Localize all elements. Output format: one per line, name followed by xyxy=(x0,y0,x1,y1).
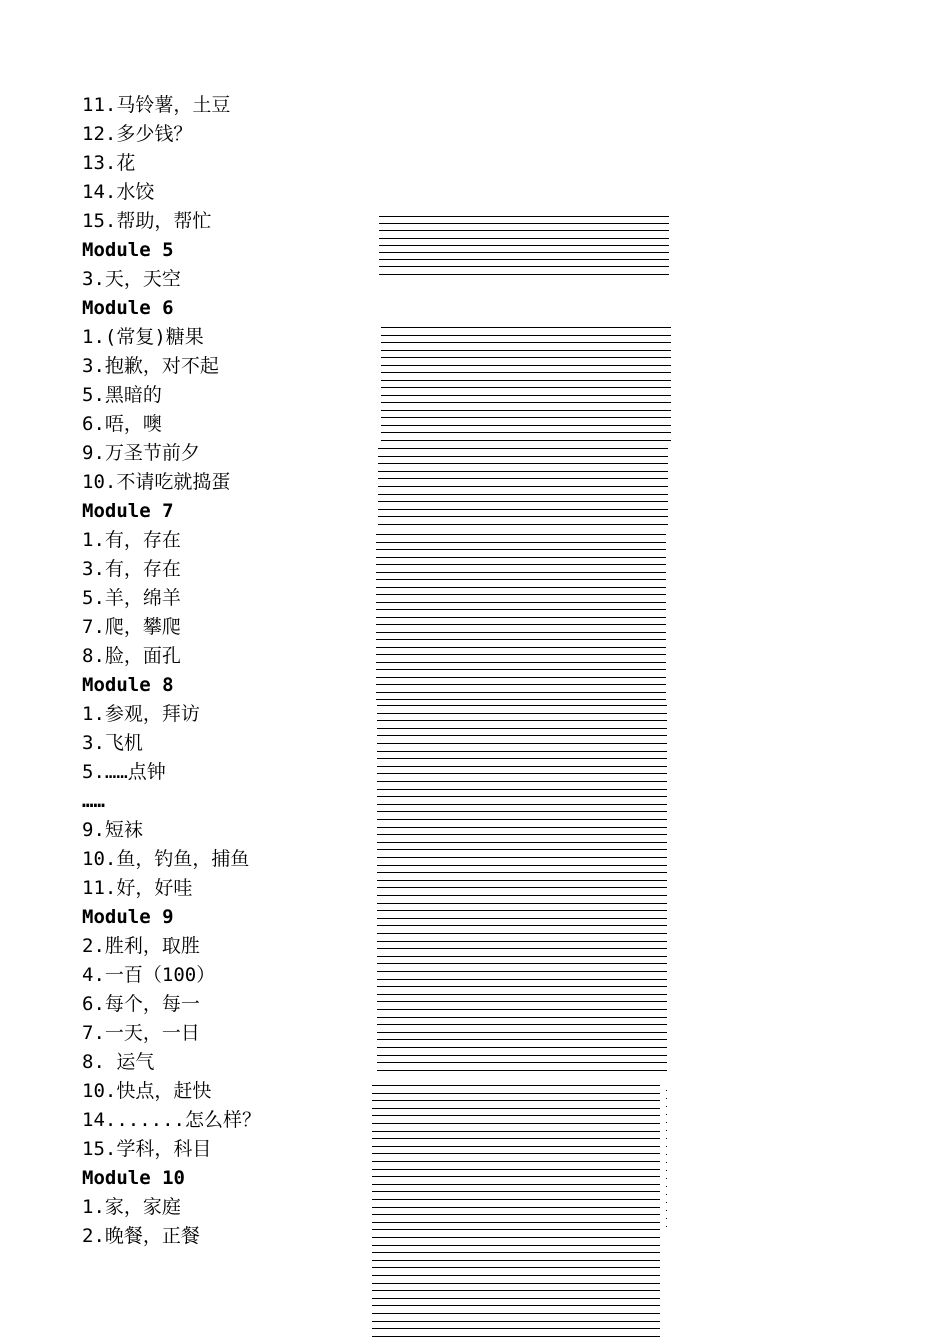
writing-line xyxy=(377,713,667,714)
writing-line xyxy=(372,1093,660,1094)
vocab-item: 3.天，天空 xyxy=(82,268,181,290)
writing-line xyxy=(372,1328,660,1329)
writing-line xyxy=(377,956,667,957)
writing-line xyxy=(372,1138,660,1139)
writing-line xyxy=(377,728,667,729)
writing-line xyxy=(372,1237,660,1238)
writing-line xyxy=(377,918,667,919)
writing-line xyxy=(376,699,666,700)
writing-line xyxy=(377,804,667,805)
writing-line xyxy=(372,1283,660,1284)
vocab-item: 9.万圣节前夕 xyxy=(82,442,200,464)
writing-line xyxy=(376,609,666,610)
vocab-item: 14.水饺 xyxy=(82,181,155,203)
writing-line xyxy=(372,1245,660,1246)
writing-line xyxy=(377,910,667,911)
writing-line xyxy=(376,594,666,595)
vocab-item: 14.......怎么样？ xyxy=(82,1109,261,1131)
writing-line xyxy=(376,654,666,655)
vocab-item: 1.参观，拜访 xyxy=(82,703,200,725)
vocab-item: 5.黑暗的 xyxy=(82,384,162,406)
writing-line xyxy=(372,1222,660,1223)
writing-line xyxy=(378,486,668,487)
writing-line xyxy=(381,357,671,358)
writing-line xyxy=(377,1062,667,1063)
writing-line xyxy=(378,494,668,495)
writing-line xyxy=(376,602,666,603)
vocab-item: 2.胜利，取胜 xyxy=(82,935,200,957)
dotted-edge-mark xyxy=(666,1162,667,1163)
writing-line xyxy=(377,1017,667,1018)
writing-line xyxy=(381,432,671,433)
writing-line xyxy=(376,572,666,573)
writing-line xyxy=(377,1001,667,1002)
writing-line xyxy=(377,880,667,881)
dotted-edge-mark xyxy=(666,1138,667,1139)
writing-line xyxy=(377,979,667,980)
writing-line xyxy=(377,720,667,721)
writing-line xyxy=(379,274,669,275)
writing-line xyxy=(372,1123,660,1124)
writing-line xyxy=(372,1321,660,1322)
writing-line xyxy=(377,849,667,850)
dotted-edge-mark xyxy=(666,1194,667,1195)
writing-line xyxy=(372,1336,660,1337)
writing-line xyxy=(372,1290,660,1291)
writing-line xyxy=(377,865,667,866)
writing-line xyxy=(377,1070,667,1071)
dotted-edge-mark xyxy=(666,1146,667,1147)
writing-line xyxy=(377,1047,667,1048)
writing-line xyxy=(381,372,671,373)
writing-line xyxy=(376,564,666,565)
writing-line xyxy=(381,395,671,396)
writing-line xyxy=(378,524,668,525)
vocab-item: 1.有，存在 xyxy=(82,529,181,551)
writing-line xyxy=(377,796,667,797)
writing-line xyxy=(378,456,668,457)
writing-line xyxy=(372,1169,660,1170)
module-heading: …… xyxy=(82,790,105,812)
writing-line xyxy=(377,789,667,790)
vocab-item: 9.短袜 xyxy=(82,819,143,841)
writing-line xyxy=(372,1260,660,1261)
writing-line xyxy=(381,350,671,351)
writing-line xyxy=(377,1055,667,1056)
dotted-edge-mark xyxy=(666,1170,667,1171)
writing-line xyxy=(376,579,666,580)
vocab-item: 5.……点钟 xyxy=(82,761,166,783)
writing-line xyxy=(379,216,669,217)
dotted-edge-mark xyxy=(666,1154,667,1155)
writing-line xyxy=(376,669,666,670)
writing-line xyxy=(377,1032,667,1033)
writing-line xyxy=(372,1207,660,1208)
writing-line xyxy=(381,425,671,426)
writing-line xyxy=(372,1153,660,1154)
vocab-item: 12.多少钱？ xyxy=(82,123,193,145)
writing-line xyxy=(381,365,671,366)
vocab-item: 15.学科，科目 xyxy=(82,1138,212,1160)
writing-line xyxy=(377,933,667,934)
vocab-item: 13.花 xyxy=(82,152,136,174)
writing-line xyxy=(377,766,667,767)
writing-line xyxy=(377,986,667,987)
module-heading: Module 7 xyxy=(82,500,174,522)
writing-line xyxy=(376,534,666,535)
writing-line xyxy=(376,692,666,693)
vocab-item: 10.鱼，钓鱼，捕鱼 xyxy=(82,848,250,870)
vocab-item: 1.家，家庭 xyxy=(82,1196,181,1218)
writing-line xyxy=(381,440,671,441)
writing-line xyxy=(372,1267,660,1268)
writing-line xyxy=(372,1191,660,1192)
writing-line xyxy=(372,1199,660,1200)
writing-line xyxy=(372,1115,660,1116)
writing-line xyxy=(377,705,667,706)
writing-line xyxy=(376,684,666,685)
writing-line xyxy=(376,647,666,648)
writing-line xyxy=(372,1275,660,1276)
writing-line xyxy=(379,238,669,239)
writing-line xyxy=(376,639,666,640)
vocab-item: 3.有，存在 xyxy=(82,558,181,580)
vocab-item: 2.晚餐，正餐 xyxy=(82,1225,200,1247)
writing-line xyxy=(372,1298,660,1299)
vocab-item: 1.(常复)糖果 xyxy=(82,326,204,348)
dotted-edge-mark xyxy=(666,1202,667,1203)
writing-line xyxy=(381,387,671,388)
writing-line xyxy=(377,895,667,896)
module-heading: Module 6 xyxy=(82,297,174,319)
writing-line xyxy=(372,1214,660,1215)
vocab-item: 6.唔，噢 xyxy=(82,413,162,435)
writing-line xyxy=(381,342,671,343)
writing-line xyxy=(372,1108,660,1109)
writing-line xyxy=(372,1176,660,1177)
writing-line xyxy=(372,1229,660,1230)
vocab-item: 3.抱歉，对不起 xyxy=(82,355,219,377)
vocab-item: 4.一百（100） xyxy=(82,964,216,986)
dotted-edge-mark xyxy=(666,1218,667,1219)
vocab-item: 6.每个，每一 xyxy=(82,993,200,1015)
dotted-edge-mark xyxy=(666,1130,667,1131)
writing-line xyxy=(372,1085,660,1086)
writing-line xyxy=(377,842,667,843)
writing-line xyxy=(381,410,671,411)
writing-line xyxy=(378,478,668,479)
dotted-edge-mark xyxy=(666,1226,667,1227)
dotted-edge-mark xyxy=(666,1178,667,1179)
writing-line xyxy=(378,463,668,464)
module-heading: Module 10 xyxy=(82,1167,185,1189)
writing-line xyxy=(381,380,671,381)
writing-line xyxy=(377,751,667,752)
vocab-item: 10.不请吃就捣蛋 xyxy=(82,471,231,493)
writing-line xyxy=(377,994,667,995)
writing-line xyxy=(381,327,671,328)
vocabulary-list xyxy=(82,91,362,1251)
writing-line xyxy=(377,963,667,964)
writing-line xyxy=(377,811,667,812)
writing-line xyxy=(376,624,666,625)
writing-line xyxy=(377,872,667,873)
writing-line xyxy=(372,1252,660,1253)
module-heading: Module 8 xyxy=(82,674,174,696)
writing-line xyxy=(377,925,667,926)
vocab-item: 7.爬，攀爬 xyxy=(82,616,181,638)
writing-line xyxy=(372,1305,660,1306)
writing-line xyxy=(378,516,668,517)
writing-line xyxy=(372,1161,660,1162)
vocab-item: 10.快点，赶快 xyxy=(82,1080,212,1102)
writing-line xyxy=(376,557,666,558)
dotted-edge-mark xyxy=(666,1114,667,1115)
writing-line xyxy=(376,662,666,663)
writing-line xyxy=(379,252,669,253)
writing-line xyxy=(377,735,667,736)
writing-line xyxy=(378,501,668,502)
writing-line xyxy=(372,1146,660,1147)
writing-line xyxy=(381,335,671,336)
writing-line xyxy=(378,448,668,449)
module-heading: Module 5 xyxy=(82,239,174,261)
writing-line xyxy=(376,617,666,618)
writing-line xyxy=(377,743,667,744)
writing-line xyxy=(377,948,667,949)
writing-line xyxy=(372,1313,660,1314)
writing-line xyxy=(377,773,667,774)
writing-line xyxy=(377,887,667,888)
writing-line xyxy=(376,587,666,588)
writing-line xyxy=(377,758,667,759)
writing-line xyxy=(372,1184,660,1185)
writing-line xyxy=(376,549,666,550)
writing-line xyxy=(377,781,667,782)
dotted-edge-mark xyxy=(666,1210,667,1211)
writing-line xyxy=(377,827,667,828)
writing-line xyxy=(377,1039,667,1040)
writing-line xyxy=(379,245,669,246)
vocab-item: 5.羊，绵羊 xyxy=(82,587,181,609)
writing-line xyxy=(372,1131,660,1132)
vocab-item: 15.帮助，帮忙 xyxy=(82,210,212,232)
writing-line xyxy=(377,819,667,820)
vocab-item: 3.飞机 xyxy=(82,732,143,754)
writing-line xyxy=(377,857,667,858)
dotted-edge-mark xyxy=(666,1106,667,1107)
vocab-item: 8. 运气 xyxy=(82,1051,155,1073)
writing-line xyxy=(378,471,668,472)
writing-line xyxy=(376,632,666,633)
vocab-item: 8.脸，面孔 xyxy=(82,645,181,667)
dotted-edge-mark xyxy=(666,1090,667,1091)
dotted-edge-mark xyxy=(666,1186,667,1187)
writing-line xyxy=(377,834,667,835)
writing-line xyxy=(379,266,669,267)
dotted-edge-mark xyxy=(666,1122,667,1123)
writing-line xyxy=(377,1024,667,1025)
writing-line xyxy=(381,417,671,418)
writing-line xyxy=(377,971,667,972)
writing-line xyxy=(377,1009,667,1010)
writing-line xyxy=(379,259,669,260)
writing-line xyxy=(379,223,669,224)
writing-line xyxy=(376,677,666,678)
writing-line xyxy=(378,509,668,510)
writing-line xyxy=(379,230,669,231)
writing-line xyxy=(377,941,667,942)
writing-line xyxy=(372,1100,660,1101)
module-heading: Module 9 xyxy=(82,906,174,928)
vocab-item: 7.一天，一日 xyxy=(82,1022,200,1044)
vocab-item: 11.马铃薯，土豆 xyxy=(82,94,231,116)
writing-line xyxy=(376,542,666,543)
writing-line xyxy=(381,402,671,403)
dotted-edge-mark xyxy=(666,1098,667,1099)
vocab-item: 11.好，好哇 xyxy=(82,877,193,899)
writing-line xyxy=(377,903,667,904)
